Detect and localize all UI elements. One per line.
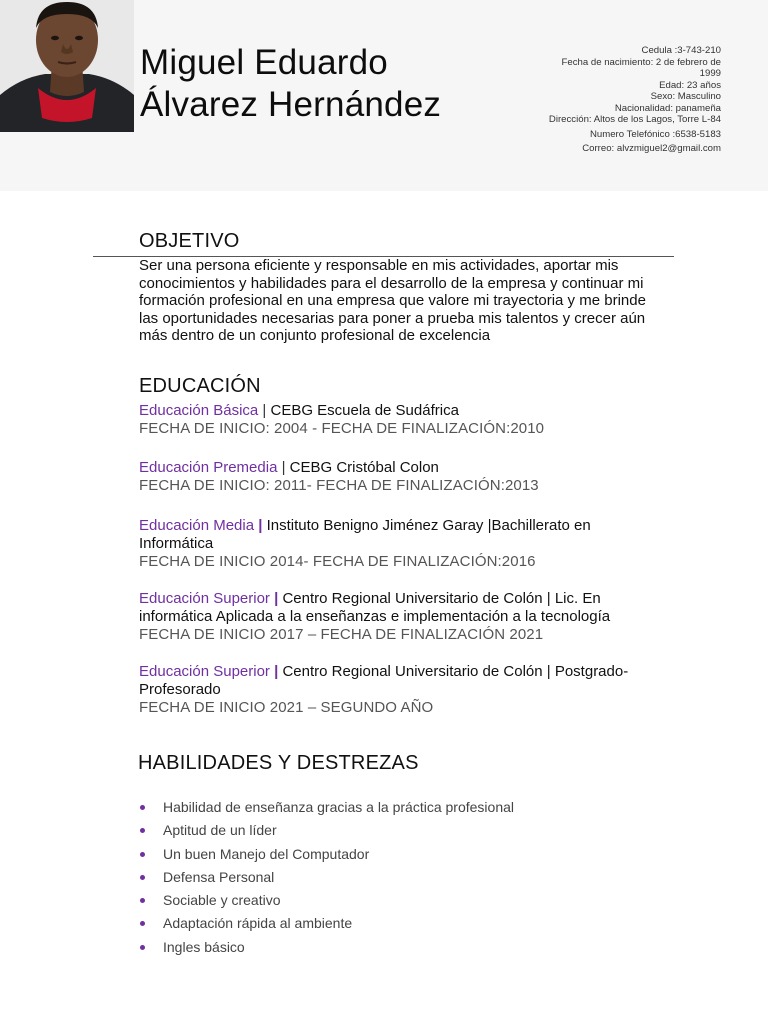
education-institution: Centro Regional Universitario de Colón | Lic. En informática Aplicada a la enseñanzas e implementación a la tecnología [139,590,611,625]
bullet-dot-icon [140,852,145,857]
bullet-dot-icon [140,945,145,950]
name-line-1: Miguel Eduardo [140,43,388,82]
skill-item [139,937,639,960]
candidate-name [140,42,480,126]
skill-label: Habilidad de enseñanza gracias a la práctica profesional [163,799,514,815]
bullet-dot-icon [140,875,145,880]
education-item [139,590,659,643]
education-separator: | [254,517,267,534]
bullet-dot-icon [140,921,145,926]
skill-item [139,797,639,820]
bullet-dot-icon [140,828,145,833]
education-heading: EDUCACIÓN [139,375,261,397]
contact-address: Dirección: Altos de los Lagos, Torre L-84 [548,114,721,125]
skill-label: Sociable y creativo [163,892,281,909]
education-dates: FECHA DE INICIO 2017 – FECHA DE FINALIZACIÓN 2021 [139,625,544,643]
education-level: Educación Premedia [139,459,278,476]
education-item [139,402,659,438]
skill-item [139,867,639,890]
education-item [139,663,659,716]
skills-heading: HABILIDADES Y DESTREZAS [138,752,419,774]
skill-label: Ingles básico [163,938,245,955]
education-item [139,517,659,570]
contact-cedula: Cedula :3-743-210 [641,45,721,56]
education-institution: CEBG Cristóbal Colon [289,459,439,476]
education-level: Educación Básica [139,402,259,419]
skill-label: Aptitud de un líder [163,822,277,839]
skills-list [139,797,639,960]
education-separator: | [277,459,290,476]
contact-age: Edad: 23 años [659,79,721,91]
contact-birthyear: 1999 [699,68,721,79]
education-separator: | [269,663,283,680]
education-separator: | [269,590,283,607]
bullet-dot-icon [140,805,145,810]
skill-label: Adaptación rápida al ambiente [163,915,353,932]
contact-phone: Numero Telefónico :6538-5183 [589,128,721,140]
contact-info [528,45,721,155]
education-institution: Centro Regional Universitario de Colón | Postgrado-Profesorado [139,663,629,698]
education-institution: Instituto Benigno Jiménez Garay |Bachillerato en Informática [139,517,591,552]
education-level: Educación Superior [139,590,270,607]
skill-item [139,844,639,867]
skill-item [139,913,639,936]
education-separator: | [258,402,271,419]
contact-birthdate: Fecha de nacimiento: 2 de febrero de [561,56,721,68]
contact-sex: Sexo: Masculino [650,91,721,102]
education-dates: FECHA DE INICIO: 2011- FECHA DE FINALIZACIÓN:2013 [139,476,539,494]
education-level: Educación Superior [139,663,270,680]
education-item [139,459,659,495]
objective-text: Ser una persona eficiente y responsable en mis actividades, aportar mis conocimientos y habilidades para el desarrollo de la empresa y continuar mi formación profesional en una empresa que valore mi trayectoria y me brinde las oportunidades necesarias para poner a prueba mis talentos y crecer aún más dentro de un conjunto profesional de excelencia [139,257,646,345]
skill-item [139,890,639,913]
skill-item [139,820,639,843]
objective-heading: OBJETIVO [139,230,240,252]
bullet-dot-icon [140,898,145,903]
education-dates: FECHA DE INICIO 2021 – SEGUNDO AÑO [139,698,434,716]
profile-photo [0,0,134,132]
education-institution: CEBG Escuela de Sudáfrica [270,402,459,419]
education-dates: FECHA DE INICIO: 2004 - FECHA DE FINALIZACIÓN:2010 [139,419,545,437]
skill-label: Defensa Personal [163,868,275,885]
name-line-2: Álvarez Hernández [140,85,442,124]
contact-nationality: Nacionalidad: panameña [614,102,721,114]
skill-label: Un buen Manejo del Computador [163,845,370,862]
education-dates: FECHA DE INICIO 2014- FECHA DE FINALIZACIÓN:2016 [139,552,536,570]
education-level: Educación Media [139,517,255,534]
contact-email: Correo: alvzmiguel2@gmail.com [582,143,721,154]
